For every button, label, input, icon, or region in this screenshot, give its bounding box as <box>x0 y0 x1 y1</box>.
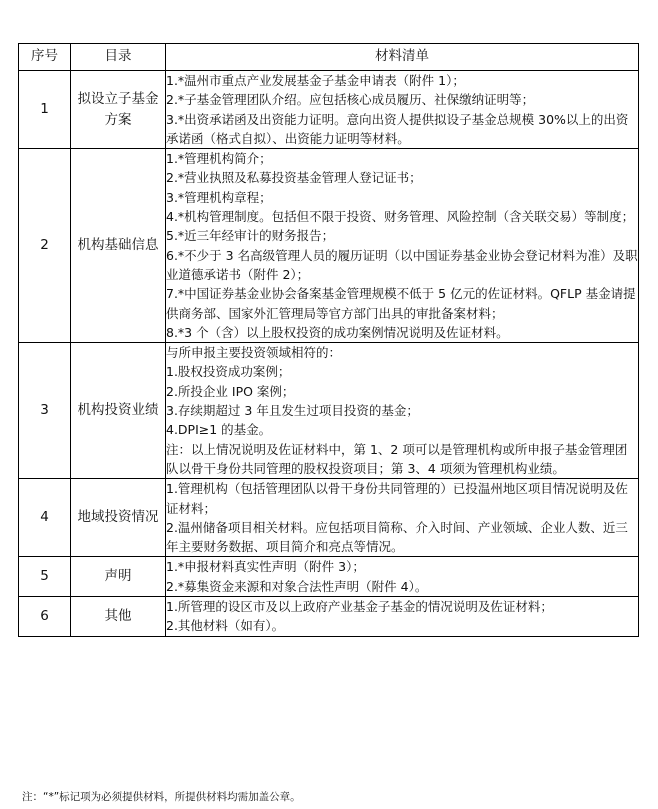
row-number: 6 <box>19 597 71 637</box>
list-item: 1.股权投资成功案例； <box>166 364 291 380</box>
list-item: 2.温州储备项目相关材料。应包括项目简称、介入时间、产业领域、企业人数、近三年主要财务数据、项目简介和亮点等情况。 <box>166 519 628 555</box>
table-row <box>19 149 639 343</box>
list-item: 2.*营业执照及私募投资基金管理人登记证书； <box>166 170 422 186</box>
list-item: 2.所投企业 IPO 案例； <box>166 383 295 399</box>
row-category: 机构基础信息 <box>71 149 166 343</box>
row-items <box>166 149 639 343</box>
list-item: 注：以上情况说明及佐证材料中，第 1、2 项可以是管理机构或所申报子基金管理团队以骨干身份共同管理的股权投资项目；第 3、4 项须为管理机构业绩。 <box>166 441 628 476</box>
list-item: 3.*管理机构章程； <box>166 189 272 205</box>
list-item: 8.*3 个（含）以上股权投资的成功案例情况说明及佐证材料。 <box>166 324 509 340</box>
table-header-row <box>19 44 639 71</box>
row-number: 4 <box>19 479 71 557</box>
list-item: 2.*募集资金来源和对象合法性声明（附件 4）。 <box>166 578 428 594</box>
row-items <box>166 343 639 479</box>
footnote: 注：“*”标记项为必须提供材料，所提供材料均需加盖公章。 <box>22 791 301 803</box>
row-category: 其他 <box>71 597 166 637</box>
table-row <box>19 597 639 637</box>
list-item: 6.*不少于 3 名高级管理人员的履历证明（以中国证券基金业协会登记材料为准）及职业道德承诺书（附件 2）； <box>166 247 638 282</box>
list-item: 3.存续期超过 3 年且发生过项目投资的基金； <box>166 403 419 419</box>
list-item: 5.*近三年经审计的财务报告； <box>166 228 335 244</box>
table-row <box>19 343 639 479</box>
header-serial-number: 序号 <box>19 44 71 71</box>
row-category: 声明 <box>71 557 166 597</box>
list-item: 1.*温州市重点产业发展基金子基金申请表（附件 1）； <box>166 73 465 88</box>
row-number: 1 <box>19 71 71 149</box>
row-number: 5 <box>19 557 71 597</box>
list-item: 7.*中国证券基金业协会备案基金管理规模不低于 5 亿元的佐证材料。QFLP 基金请提供商务部、国家外汇管理局等官方部门出具的审批备案材料； <box>166 286 636 321</box>
list-item: 1.管理机构（包括管理团队以骨干身份共同管理的）已投温州地区项目情况说明及佐证材料； <box>166 481 628 516</box>
row-number: 3 <box>19 343 71 479</box>
list-item: 2.*子基金管理团队介绍。应包括核心成员履历、社保缴纳证明等； <box>166 92 535 108</box>
materials-table <box>18 43 639 637</box>
table-row <box>19 479 639 557</box>
list-item: 3.*出资承诺函及出资能力证明。意向出资人提供拟设子基金总规模 30%以上的出资承诺函（格式自拟）、出资能力证明等材料。 <box>166 111 629 146</box>
list-item: 与所申报主要投资领域相符的： <box>166 345 342 361</box>
row-items <box>166 71 639 149</box>
row-items <box>166 557 639 597</box>
list-item: 4.DPI≥1 的基金。 <box>166 422 272 438</box>
row-items <box>166 597 639 637</box>
list-item: 1.*管理机构简介； <box>166 151 272 167</box>
row-items <box>166 479 639 557</box>
list-item: 2.其他材料（如有）。 <box>166 618 285 634</box>
header-category: 目录 <box>71 44 166 71</box>
row-category: 拟设立子基金方案 <box>71 71 166 149</box>
row-category: 地域投资情况 <box>71 479 166 557</box>
header-materials-list: 材料清单 <box>166 44 639 71</box>
list-item: 1.*申报材料真实性声明（附件 3）； <box>166 559 365 575</box>
table-row <box>19 557 639 597</box>
table-row <box>19 71 639 149</box>
list-item: 4.*机构管理制度。包括但不限于投资、财务管理、风险控制（含关联交易）等制度； <box>166 209 635 225</box>
list-item: 1.所管理的设区市及以上政府产业基金子基金的情况说明及佐证材料； <box>166 599 553 615</box>
row-category: 机构投资业绩 <box>71 343 166 479</box>
row-number: 2 <box>19 149 71 343</box>
